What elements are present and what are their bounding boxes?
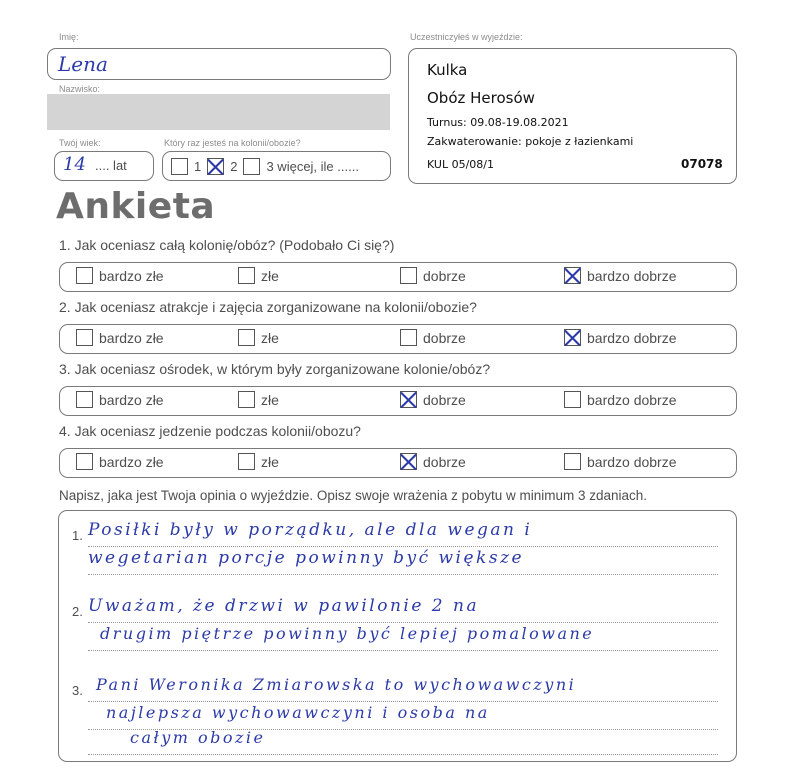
trip-code: KUL 05/08/1: [427, 158, 494, 171]
trip-turnus: Turnus: 09.08-19.08.2021: [427, 116, 569, 129]
question-3-option-2[interactable]: [238, 391, 279, 408]
opinion-text-line: najlepsza wychowawczyni i osoba na: [106, 703, 490, 722]
option-label: bardzo złe: [99, 391, 164, 408]
times-label: Który raz jesteś na kolonii/obozie?: [164, 138, 301, 148]
option-label: dobrze: [423, 267, 466, 284]
opinion-text-line: całym obozie: [130, 728, 266, 747]
checkbox[interactable]: [238, 267, 255, 284]
writing-line: [88, 701, 718, 702]
checkbox[interactable]: [564, 267, 581, 284]
name-value: Lena: [58, 52, 108, 76]
writing-line: [88, 650, 718, 651]
option-label: bardzo złe: [99, 453, 164, 470]
age-field[interactable]: [54, 151, 154, 181]
option-label: dobrze: [423, 391, 466, 408]
question-3-option-3[interactable]: [400, 391, 466, 408]
checkbox[interactable]: [400, 329, 417, 346]
option-label: złe: [261, 453, 279, 470]
question-2-option-4[interactable]: [564, 329, 677, 346]
checkbox[interactable]: [238, 329, 255, 346]
question-3-option-4[interactable]: [564, 391, 677, 408]
times-1-checkbox[interactable]: [171, 158, 188, 175]
checkbox[interactable]: [76, 453, 93, 470]
checkbox[interactable]: [76, 329, 93, 346]
checkbox[interactable]: [76, 267, 93, 284]
age-value: 14: [63, 154, 86, 175]
survey-title: Ankieta: [56, 186, 216, 227]
name-label: Imię:: [59, 32, 79, 42]
question-4-option-2[interactable]: [238, 453, 279, 470]
question-1-option-3[interactable]: [400, 267, 466, 284]
opinion-prompt: Napisz, jaka jest Twoja opinia o wyjeździe. Opisz swoje wrażenia z pobytu w minimum 3 zdaniach.: [59, 488, 648, 503]
option-label: złe: [261, 391, 279, 408]
question-2-option-1[interactable]: [76, 329, 164, 346]
opinion-number: 3.: [72, 683, 83, 698]
question-1-option-1[interactable]: [76, 267, 164, 284]
times-field[interactable]: [162, 151, 391, 181]
times-2-checkbox[interactable]: [207, 158, 224, 175]
option-label: bardzo dobrze: [587, 391, 677, 408]
option-label: bardzo dobrze: [587, 267, 677, 284]
trip-card: [408, 48, 737, 184]
option-label: bardzo złe: [99, 329, 164, 346]
checkbox[interactable]: [564, 453, 581, 470]
writing-line: [88, 574, 718, 575]
question-2-text: 2. Jak oceniasz atrakcje i zajęcia zorganizowane na kolonii/obozie?: [59, 299, 477, 315]
times-1-label: 1: [194, 159, 202, 174]
option-label: bardzo dobrze: [587, 329, 677, 346]
question-4-option-1[interactable]: [76, 453, 164, 470]
opinion-text-line: wegetarian porcje powinny być większe: [88, 548, 525, 568]
option-label: złe: [261, 267, 279, 284]
checkbox[interactable]: [76, 391, 93, 408]
writing-line: [88, 546, 718, 547]
checkbox[interactable]: [238, 391, 255, 408]
question-1-text: 1. Jak oceniasz całą kolonię/obóz? (Podobało Ci się?): [59, 237, 395, 253]
checkbox[interactable]: [238, 453, 255, 470]
question-4-text: 4. Jak oceniasz jedzenie podczas kolonii/obozu?: [59, 423, 361, 439]
question-4-option-3[interactable]: [400, 453, 466, 470]
name-field[interactable]: [47, 48, 391, 80]
option-label: bardzo złe: [99, 267, 164, 284]
checkbox[interactable]: [564, 329, 581, 346]
question-1-option-4[interactable]: [564, 267, 677, 284]
surname-label: Nazwisko:: [59, 84, 101, 94]
question-3-text: 3. Jak oceniasz ośrodek, w którym były zorganizowane kolonie/obóz?: [59, 361, 491, 377]
question-2-option-2[interactable]: [238, 329, 279, 346]
question-4-option-4[interactable]: [564, 453, 677, 470]
checkbox[interactable]: [400, 267, 417, 284]
checkbox[interactable]: [564, 391, 581, 408]
age-suffix: .... lat: [95, 158, 127, 173]
times-3-checkbox[interactable]: [243, 158, 260, 175]
option-label: bardzo dobrze: [587, 453, 677, 470]
times-3-label: 3 więcej, ile ......: [266, 159, 359, 174]
trip-line1: Kulka: [427, 61, 468, 79]
question-1-option-2[interactable]: [238, 267, 279, 284]
question-3-option-1[interactable]: [76, 391, 164, 408]
option-label: dobrze: [423, 453, 466, 470]
age-label: Twój wiek:: [59, 138, 101, 148]
opinion-number: 2.: [72, 604, 83, 619]
checkbox[interactable]: [400, 453, 417, 470]
times-2-label: 2: [230, 159, 238, 174]
option-label: złe: [261, 329, 279, 346]
checkbox[interactable]: [400, 391, 417, 408]
trip-accommodation: Zakwaterowanie: pokoje z łazienkami: [427, 135, 634, 148]
opinion-text-line: Pani Weronika Zmiarowska to wychowawczyni: [96, 675, 577, 694]
option-label: dobrze: [423, 329, 466, 346]
opinion-text-line: Posiłki były w porządku, ale dla wegan i: [88, 520, 533, 540]
question-2-option-3[interactable]: [400, 329, 466, 346]
trip-line2: Obóz Herosów: [427, 89, 535, 107]
writing-line: [88, 754, 718, 755]
writing-line: [88, 622, 718, 623]
opinion-text-line: Uważam, że drzwi w pawilonie 2 na: [88, 596, 480, 616]
participated-label: Uczestniczyłeś w wyjeździe:: [410, 32, 523, 42]
surname-redaction: [47, 94, 390, 130]
opinion-text-line: drugim piętrze powinny być lepiej pomalowane: [100, 624, 595, 643]
trip-number: 07078: [681, 157, 723, 171]
opinion-number: 1.: [72, 528, 83, 543]
